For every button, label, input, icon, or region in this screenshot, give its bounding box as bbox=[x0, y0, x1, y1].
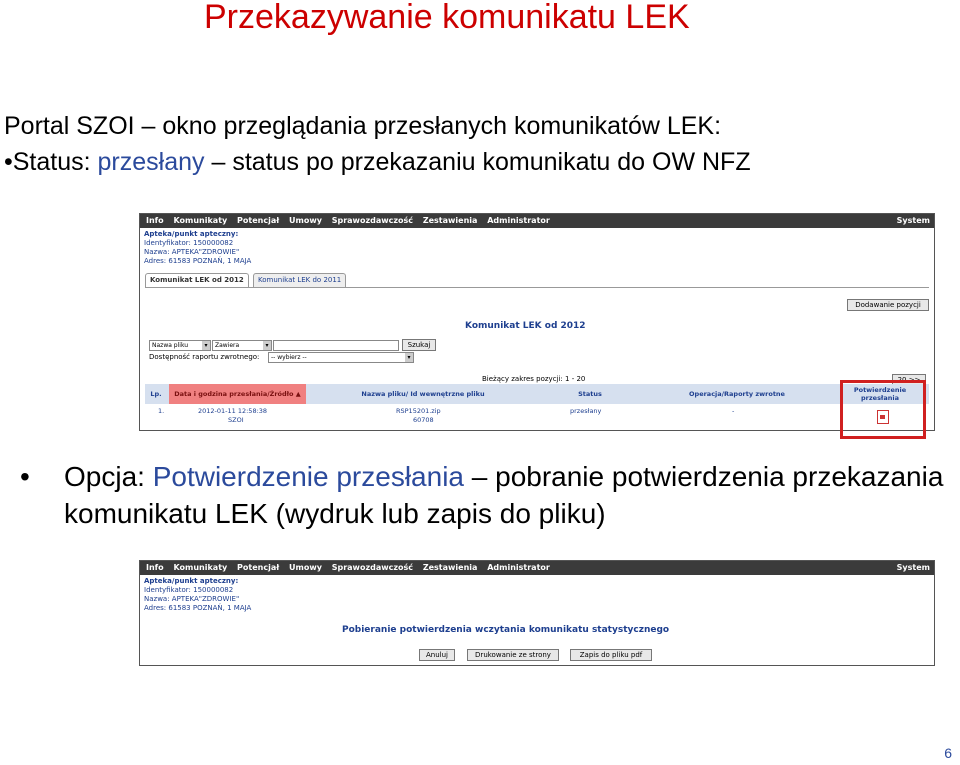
status-description: – status po przekazaniu komunikatu do OW NFZ bbox=[204, 148, 751, 176]
pharmacy-identifier: Identyfikator: 150000082 bbox=[144, 239, 234, 247]
pharmacy-header: Apteka/punkt apteczny: bbox=[144, 577, 239, 585]
menu-umowy[interactable]: Umowy bbox=[288, 216, 322, 225]
col-status[interactable]: Status bbox=[578, 390, 602, 398]
page-number: 6 bbox=[944, 745, 952, 761]
menu-zestawienia[interactable]: Zestawienia bbox=[422, 216, 478, 225]
menu-system[interactable]: System bbox=[896, 216, 930, 225]
availability-select[interactable]: -- wybierz -- ▾ bbox=[268, 352, 414, 363]
pharmacy-info bbox=[144, 230, 251, 266]
option-name: Potwierdzenie przesłania bbox=[152, 461, 464, 492]
confirmation-heading: Pobieranie potwierdzenia wczytania komunikatu statystycznego bbox=[342, 625, 670, 635]
portal-screenshot-list bbox=[139, 213, 935, 431]
pharmacy-name: Nazwa: APTEKA"ZDROWIE" bbox=[144, 595, 240, 603]
add-position-button[interactable]: Dodawanie pozycji bbox=[847, 299, 929, 311]
row-date: 2012-01-11 12:58:38 bbox=[198, 407, 268, 415]
status-prefix: •Status: bbox=[4, 148, 98, 176]
menu-potencjal[interactable]: Potencjał bbox=[237, 563, 280, 572]
pharmacy-address: Adres: 61583 POZNAŃ, 1 MAJA bbox=[144, 604, 252, 612]
option-description: – pobranie potwierdzenia przekazania komunikatu LEK (wydruk lub zapis do pliku) bbox=[64, 461, 944, 529]
slide-title: Przekazywanie komunikatu LEK bbox=[204, 0, 690, 36]
pharmacy-info-2 bbox=[144, 577, 251, 613]
menu-sprawozdawczosc[interactable]: Sprawozdawczość bbox=[331, 563, 414, 572]
option-paragraph bbox=[20, 458, 946, 532]
portal-screenshot-confirmation bbox=[139, 560, 935, 666]
menu-info[interactable]: Info bbox=[146, 563, 164, 572]
col-confirmation[interactable]: Potwierdzenie przesłania bbox=[853, 386, 907, 402]
row-file-id: 60708 bbox=[413, 416, 434, 424]
status-line bbox=[4, 148, 751, 177]
filter-text-input[interactable] bbox=[273, 340, 399, 351]
intro-line: Portal SZOI – okno przeglądania przesłanych komunikatów LEK: bbox=[4, 112, 722, 140]
tab-lek-od-2012[interactable]: Komunikat LEK od 2012 bbox=[145, 273, 249, 288]
pharmacy-name: Nazwa: APTEKA"ZDROWIE" bbox=[144, 248, 240, 256]
option-bullet: • bbox=[20, 461, 30, 492]
portal-menu-bar-2 bbox=[140, 561, 934, 575]
pharmacy-identifier: Identyfikator: 150000082 bbox=[144, 586, 234, 594]
col-file-name[interactable]: Nazwa pliku/ Id wewnętrzne pliku bbox=[361, 390, 485, 398]
row-operation: - bbox=[732, 407, 735, 415]
menu-sprawozdawczosc[interactable]: Sprawozdawczość bbox=[331, 216, 414, 225]
range-text: Bieżący zakres pozycji: 1 - 20 bbox=[482, 375, 586, 383]
highlight-box bbox=[840, 380, 926, 439]
menu-system[interactable]: System bbox=[896, 563, 930, 572]
option-prefix: Opcja: bbox=[64, 461, 153, 492]
filter-field-select[interactable]: Nazwa pliku ▾ bbox=[149, 340, 211, 351]
menu-administrator[interactable]: Administrator bbox=[487, 216, 550, 225]
menu-info[interactable]: Info bbox=[146, 216, 164, 225]
availability-label: Dostępność raportu zwrotnego: bbox=[149, 353, 260, 361]
print-button[interactable]: Drukowanie ze strony bbox=[467, 649, 559, 661]
list-heading: Komunikat LEK od 2012 bbox=[465, 321, 586, 331]
col-operation[interactable]: Operacja/Raporty zwrotne bbox=[689, 390, 785, 398]
filter-operator-select[interactable]: Zawiera ▾ bbox=[212, 340, 272, 351]
menu-zestawienia[interactable]: Zestawienia bbox=[422, 563, 478, 572]
menu-umowy[interactable]: Umowy bbox=[288, 563, 322, 572]
tab-divider bbox=[145, 287, 929, 288]
search-button[interactable]: Szukaj bbox=[402, 339, 436, 351]
menu-komunikaty[interactable]: Komunikaty bbox=[173, 563, 228, 572]
col-lp[interactable]: Lp. bbox=[150, 390, 162, 398]
menu-potencjal[interactable]: Potencjał bbox=[237, 216, 280, 225]
row-source: SZOI bbox=[228, 416, 244, 424]
option-text bbox=[64, 458, 946, 532]
menu-administrator[interactable]: Administrator bbox=[487, 563, 550, 572]
col-date-source[interactable]: Data i godzina przesłania/Źródło ▲ bbox=[169, 384, 306, 404]
portal-menu-bar bbox=[140, 214, 934, 228]
pharmacy-address: Adres: 61583 POZNAŃ, 1 MAJA bbox=[144, 257, 252, 265]
next-page-button[interactable]: 20 >> bbox=[892, 374, 926, 386]
row-lp: 1. bbox=[158, 407, 165, 415]
row-status: przesłany bbox=[570, 407, 602, 415]
tab-lek-do-2011[interactable]: Komunikat LEK do 2011 bbox=[253, 273, 346, 287]
status-value: przesłany bbox=[97, 148, 205, 176]
row-file: RSP15201.zip bbox=[396, 407, 441, 415]
menu-komunikaty[interactable]: Komunikaty bbox=[173, 216, 228, 225]
save-pdf-button[interactable]: Zapis do pliku pdf bbox=[570, 649, 652, 661]
pharmacy-header: Apteka/punkt apteczny: bbox=[144, 230, 239, 238]
table-header bbox=[145, 384, 929, 404]
cancel-button[interactable]: Anuluj bbox=[419, 649, 455, 661]
